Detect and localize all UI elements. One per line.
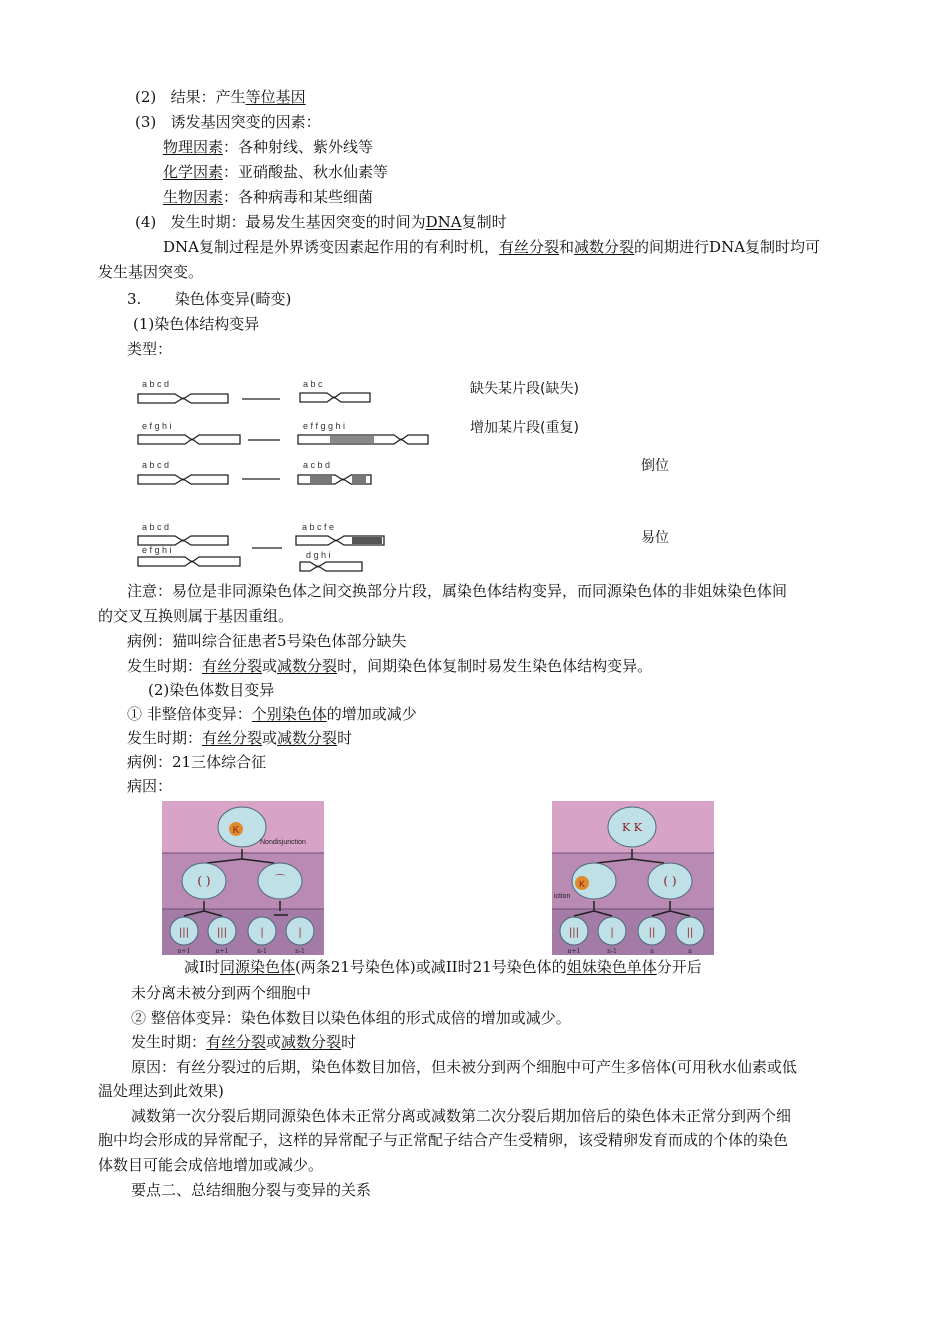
paragraph-line-1: 减数第一次分裂后期同源染色体未正常分离或减数第二次分裂后期加倍后的染色体未正常分到两个细 <box>131 1107 792 1125</box>
figure-drawing <box>552 801 714 955</box>
biological-factors <box>163 187 373 207</box>
dna-paragraph-1 <box>163 237 820 257</box>
nondisjunction-caption-1 <box>184 957 702 977</box>
label-duplication: 增加某片段(重复) <box>470 420 579 436</box>
section-title: 染色体变异(畸变) <box>174 290 292 308</box>
physical-factors <box>163 137 373 157</box>
underlined-term: 个别染色体 <box>251 705 327 723</box>
gene-labels: a b c d <box>142 522 170 532</box>
text: 发生时期： <box>127 657 203 675</box>
text: ① 非整倍体变异： <box>127 705 252 723</box>
dna-paragraph-2: 发生基因突变。 <box>98 263 204 281</box>
gene-labels: a b c <box>303 379 323 389</box>
gene-labels: e f f g g h i <box>303 421 346 431</box>
chromosome <box>138 435 240 444</box>
svg-text:|: | <box>610 927 614 938</box>
label-translocation: 易位 <box>641 530 669 546</box>
text: 的间期进行DNA复制时均可 <box>634 238 821 256</box>
item-number: (4) <box>135 213 157 231</box>
item-number: (3) <box>135 113 157 131</box>
note-line-2: 的交叉互换则属于基因重组。 <box>98 607 294 625</box>
text: DNA复制过程是外界诱变因素起作用的有利时机， <box>163 238 499 256</box>
svg-text:K: K <box>578 879 586 889</box>
text: 复制时 <box>461 213 507 231</box>
underlined-term: 物理因素 <box>163 138 224 156</box>
section-number: 3. <box>127 290 142 308</box>
svg-text:|||: ||| <box>178 927 190 938</box>
reason-line-1: 原因：有丝分裂过的后期，染色体数目加倍，但未被分到两个细胞中可产生多倍体(可用秋水仙素或低 <box>131 1058 797 1076</box>
chromosome <box>300 393 370 402</box>
inverted-segment <box>352 476 366 483</box>
svg-text:||: || <box>648 927 656 938</box>
label-deletion: 缺失某片段(缺失) <box>470 381 579 397</box>
chromosome <box>300 562 362 571</box>
svg-text:K: K <box>232 825 240 836</box>
svg-text:( ): ( ) <box>663 874 677 888</box>
underlined-term: 同源染色体 <box>219 958 295 976</box>
structural-timing <box>127 656 652 676</box>
text: 和 <box>559 238 575 256</box>
svg-text:||: || <box>686 927 694 938</box>
section-3-heading <box>127 289 291 309</box>
cause-label: 病因： <box>127 777 173 795</box>
underlined-term: 化学因素 <box>163 163 224 181</box>
svg-text:|: | <box>298 927 302 938</box>
gene-labels: e f g h i <box>142 421 172 431</box>
duplicated-segment <box>330 436 374 443</box>
underlined-term: 减数分裂 <box>277 657 338 675</box>
example-cri-du-chat: 病例：猫叫综合征患者5号染色体部分缺失 <box>127 632 407 650</box>
nondisjunction-caption-2: 未分离未被分到两个细胞中 <box>131 984 312 1002</box>
gene-labels: a b c f e <box>302 522 335 532</box>
underlined-term: 姐妹染色单体 <box>566 958 657 976</box>
text: 发生时期： <box>131 1033 207 1051</box>
gamete-label: n+1 <box>567 948 581 955</box>
svg-text:|||: ||| <box>216 927 228 938</box>
underlined-term: 有丝分裂 <box>499 238 560 256</box>
euploidy-line: ② 整倍体变异：染色体数目以染色体组的形式成倍的增加或减少。 <box>131 1009 571 1027</box>
key-point-2-heading: 要点二、总结细胞分裂与变异的关系 <box>131 1181 372 1199</box>
underlined-term: 有丝分裂 <box>202 657 263 675</box>
item-number: (2) <box>135 88 157 106</box>
text: ：各种射线、紫外线等 <box>223 138 374 156</box>
paragraph-line-3: 体数目可能会成倍地增加或减少。 <box>98 1156 324 1174</box>
translocated-segment <box>352 537 382 544</box>
aneuploidy-timing <box>127 728 352 748</box>
text: 时 <box>337 729 353 747</box>
paragraph-line-2: 胞中均会形成的异常配子，这样的异常配子与正常配子结合产生受精卵，该受精卵发育而成的个体的染色 <box>98 1131 789 1149</box>
underlined-term: DNA <box>425 213 462 231</box>
underlined-term: 减数分裂 <box>277 729 338 747</box>
text: 发生时期：最易发生基因突变的时间为 <box>170 213 426 231</box>
svg-text:( ): ( ) <box>197 874 211 888</box>
gamete-label: n-1 <box>607 948 617 955</box>
result-line <box>135 87 306 107</box>
text: 减Ⅰ时 <box>184 958 220 976</box>
gamete-label: n <box>650 948 654 955</box>
reason-line-2: 温处理达到此效果) <box>98 1082 224 1100</box>
gene-labels: e f g h i <box>142 545 172 555</box>
underlined-term: 等位基因 <box>245 88 306 106</box>
label-inversion: 倒位 <box>641 458 669 474</box>
nondisjunction-meiosis-1-figure <box>162 801 324 955</box>
text: 时，间期染色体复制时易发生染色体结构变异。 <box>337 657 653 675</box>
gene-labels: a b c d <box>142 379 170 389</box>
gamete-label: n+1 <box>215 948 229 955</box>
number-variation-heading: (2)染色体数目变异 <box>148 681 275 699</box>
euploidy-timing <box>131 1032 356 1052</box>
text: 分开后 <box>656 958 702 976</box>
chromosome <box>138 394 228 403</box>
text: 结果：产生 <box>170 88 246 106</box>
text: 或 <box>262 729 278 747</box>
timing-line <box>135 212 507 232</box>
text: 时 <box>341 1033 357 1051</box>
text: ：亚硝酸盐、秋水仙素等 <box>223 163 389 181</box>
chemical-factors <box>163 162 388 182</box>
svg-text:⌒: ⌒ <box>275 875 285 886</box>
chromosome <box>138 557 240 566</box>
aneuploidy-line <box>127 704 417 724</box>
text: (两条21号染色体)或减II时21号染色体的 <box>294 958 567 976</box>
underlined-term: 有丝分裂 <box>206 1033 267 1051</box>
nondisjunction-label: iction <box>554 893 571 900</box>
nondisjunction-meiosis-2-figure <box>552 801 714 955</box>
text: 发生时期： <box>127 729 203 747</box>
note-line-1: 注意：易位是非同源染色体之间交换部分片段，属染色体结构变异，而同源染色体的非姐妹染色体间 <box>127 582 788 600</box>
structural-variation-heading: (1)染色体结构变异 <box>133 315 260 333</box>
gamete-label: n <box>688 948 692 955</box>
nondisjunction-label: Nondisjunction <box>260 839 306 846</box>
chromosome <box>138 536 228 545</box>
gamete-label: n-1 <box>295 948 305 955</box>
factors-line <box>135 112 321 132</box>
text: 诱发基因突变的因素： <box>170 113 321 131</box>
svg-text:|||: ||| <box>568 927 580 938</box>
example-trisomy-21: 病例：21三体综合征 <box>127 753 267 771</box>
svg-text:K K: K K <box>622 821 642 834</box>
text: 的增加或减少 <box>326 705 417 723</box>
types-label: 类型： <box>127 340 173 358</box>
gene-labels: a b c d <box>142 460 170 470</box>
underlined-term: 减数分裂 <box>574 238 635 256</box>
gene-labels: a c b d <box>303 460 331 470</box>
text: 或 <box>266 1033 282 1051</box>
gamete-label: n+1 <box>177 948 191 955</box>
underlined-term: 减数分裂 <box>281 1033 342 1051</box>
text: 或 <box>262 657 278 675</box>
text: ：各种病毒和某些细菌 <box>223 188 374 206</box>
figure-drawing <box>162 801 324 955</box>
inverted-segment <box>310 476 332 483</box>
underlined-term: 有丝分裂 <box>202 729 263 747</box>
chromosome <box>138 475 228 484</box>
chromosome-structure-diagram <box>130 372 470 577</box>
gamete-label: n-1 <box>257 948 267 955</box>
svg-text:|: | <box>260 927 264 938</box>
gene-labels: d g h i <box>306 550 331 560</box>
underlined-term: 生物因素 <box>163 188 224 206</box>
